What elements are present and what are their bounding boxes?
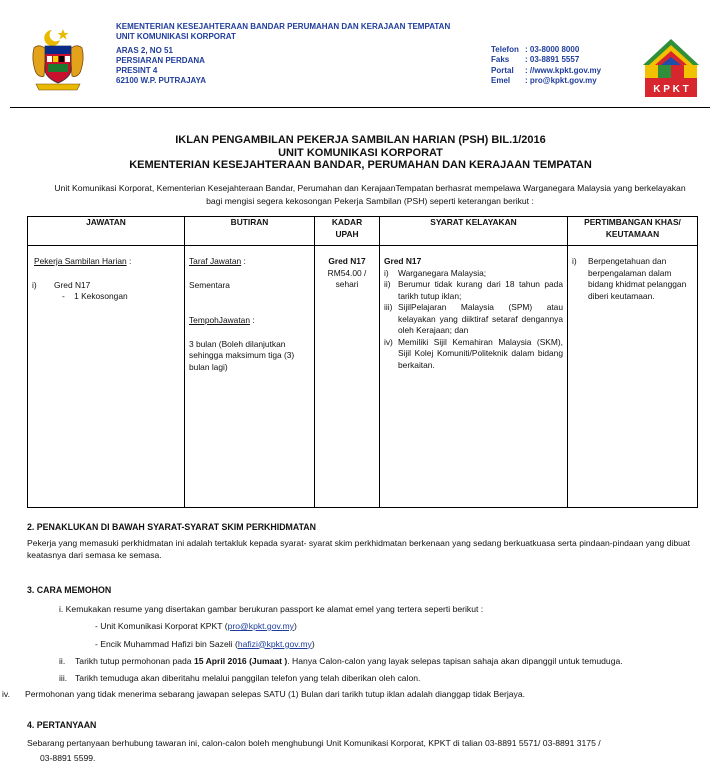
unit-name: UNIT KOMUNIKASI KORPORAT <box>116 32 236 42</box>
cell-jawatan: Pekerja Sambilan Harian : i) Gred N17 - 1 Kekosongan <box>28 246 185 508</box>
apply-contact-1: - Unit Komunikasi Korporat KPKT (pro@kpkt.gov.my) <box>95 621 297 631</box>
job-title: Pekerja Sambilan Harian <box>34 256 127 266</box>
section-4-heading: 4. PERTANYAAN <box>27 720 97 730</box>
email-link[interactable]: hafizi@kpkt.gov.my <box>237 638 312 649</box>
contact-fax: Faks : 03-8891 5557 <box>491 55 580 65</box>
taraf-value: Sementara <box>189 279 230 290</box>
title-line-2: UNIT KOMUNIKASI KORPORAT <box>278 146 443 159</box>
header-pertimbangan: PERTIMBANGAN KHAS/ KEUTAMAAN <box>568 217 698 246</box>
page-title <box>0 134 721 172</box>
address-line: PERSIARAN PERDANA <box>116 55 205 65</box>
address-line: ARAS 2, NO 51 <box>116 45 173 55</box>
title-line-1: IKLAN PENGAMBILAN PEKERJA SAMBILAN HARIAN (PSH) BIL.1/2016 <box>175 134 546 146</box>
kpkt-logo-icon <box>641 37 701 99</box>
cell-kadar-upah <box>315 246 380 508</box>
tempoh-value: 3 bulan (Boleh dilanjutkan sehingga maksimum tiga (3) bulan lagi) <box>189 338 295 372</box>
cell-pertimbangan <box>568 246 698 508</box>
section-4-body-cont: 03-8891 5599. <box>40 753 96 763</box>
email-link[interactable]: pro@kpkt.gov.my <box>227 621 294 631</box>
section-3 <box>2 584 707 701</box>
contact-block <box>491 45 601 86</box>
ministry-name: KEMENTERIAN KESEJAHTERAAN BANDAR PERUMAHAN DAN KERAJAAN TEMPATAN <box>116 22 451 31</box>
apply-item-ii: ii. Tarikh tutup permohonan pada 15 April 2016 (Jumaat ). Hanya Calon-calon yang layak selepas tapisan sahaja akan dipanggil untuk temuduga. <box>59 656 623 666</box>
contact-portal[interactable]: Portal : //www.kpkt.gov.my <box>491 65 602 75</box>
table-header-row <box>28 217 698 246</box>
header-jawatan: JAWATAN <box>28 217 185 246</box>
rate-value: RM54.00 / sehari <box>327 267 367 289</box>
apply-contact-2: - Encik Muhammad Hafizi bin Sazeli (hafizi@kpkt.gov.my) <box>95 638 315 649</box>
section-4 <box>27 719 707 765</box>
contact-phone: Telefon : 03-8000 8000 <box>491 45 580 54</box>
header-address-block <box>116 22 450 87</box>
apply-item-i: i. Kemukakan resume yang disertakan gambar berukuran passport ke alamat emel yang tertera seperti berikut : <box>59 603 484 614</box>
kpkt-logo-text: K P K T <box>653 84 689 95</box>
list-item: i) Warganegara Malaysia; <box>384 267 487 278</box>
list-item: i) Berpengetahuan dan berpengalaman dalam bidang khidmat pelanggan diberi keutamaan. <box>572 256 687 301</box>
apply-item-iv: iv. Permohonan yang tidak menerima sebarang jawapan selepas SATU (1) Bulan dari tarikh tutup iklan adalah dianggap tidak Berjaya. <box>2 689 526 699</box>
address-line: PRESINT 4 <box>116 66 158 76</box>
address-line: 62100 W.P. PUTRAJAYA <box>116 76 206 86</box>
header-divider <box>10 107 710 108</box>
job-grade: Gred N17 <box>54 279 91 290</box>
header-kadar-upah: KADAR UPAH <box>315 217 380 246</box>
title-line-3: KEMENTERIAN KESEJAHTERAAN BANDAR, PERUMAHAN DAN KERAJAAN TEMPATAN <box>129 159 592 171</box>
section-2-heading: 2. PENAKLUKAN DI BAWAH SYARAT-SYARAT SKIM PERKHIDMATAN <box>27 522 317 532</box>
malaysia-crest-icon <box>30 26 86 96</box>
rate-grade: Gred N17 <box>328 256 366 266</box>
list-item: iii) SijilPelajaran Malaysia (SPM) atau kelayakan yang diiktiraf setaraf dengannya oleh Kerajaan; dan <box>384 302 563 335</box>
header-butiran: BUTIRAN <box>185 217 315 246</box>
vacancy-count: - 1 Kekosongan <box>62 291 128 301</box>
section-2-body: Pekerja yang memasuki perkhidmatan ini adalah tertakluk kepada syarat- syarat skim perkhidmatan berkenaan yang sedang berkuatkuasa serta pindaan-pindaan yang dibuat keatasnya dari semasa ke semasa. <box>27 537 691 560</box>
header-syarat-kelayakan: SYARAT KELAYAKAN <box>380 217 568 246</box>
list-item: ii) Berumur tidak kurang dari 18 tahun pada tarikh tutup iklan; <box>384 279 563 301</box>
list-item: iv) Memiliki Sijil Kemahiran Malaysia (SKM), Sijil Kolej Komuniti/Politeknik dalam bidang berkaitan. <box>384 336 563 370</box>
cell-butiran: Taraf Jawatan : Sementara TempohJawatan : 3 bulan (Boleh dilanjutkan sehingga maksimum tiga (3) bulan lagi) <box>185 246 315 508</box>
vacancy-table <box>27 216 698 508</box>
section-2 <box>27 521 697 562</box>
apply-item-iii: iii. Tarikh temuduga akan diberitahu melalui panggilan telefon yang telah diberikan oleh calon. <box>59 672 421 683</box>
table-row <box>28 246 698 508</box>
cell-syarat-kelayakan: Gred N17 i) Warganegara Malaysia; ii) Berumur tidak kurang dari 18 tahun pada tarikh tutup iklan; iii) SijilPelajaran Malaysia (SPM) atau kelayakan yang diiktiraf setaraf dengannya oleh Kerajaan; dan iv) Memiliki Sijil Kemahiran Malaysia (SKM), Sijil Kolej Komuniti/Politeknik dalam bidang berkaitan. <box>380 246 568 508</box>
section-3-heading: 3. CARA MEMOHON <box>27 585 112 595</box>
intro-paragraph: Unit Komunikasi Korporat, Kementerian Kesejahteraan Bandar, Perumahan dan KerajaanTempatan berhasrat mempelawa Warganegara Malaysia yang berkelayakan bagi mengisi segera kekosongan Pekerja Sambilan (PSH) seperti keterangan berikut : <box>54 183 686 206</box>
section-4-body: Sebarang pertanyaan berhubung tawaran ini, calon-calon boleh menghubungi Unit Komunikasi Korporat, KPKT di talian 03-8891 5571/ 03-8891 3175 / <box>27 737 601 748</box>
contact-email[interactable]: Emel : pro@kpkt.gov.my <box>491 75 597 85</box>
